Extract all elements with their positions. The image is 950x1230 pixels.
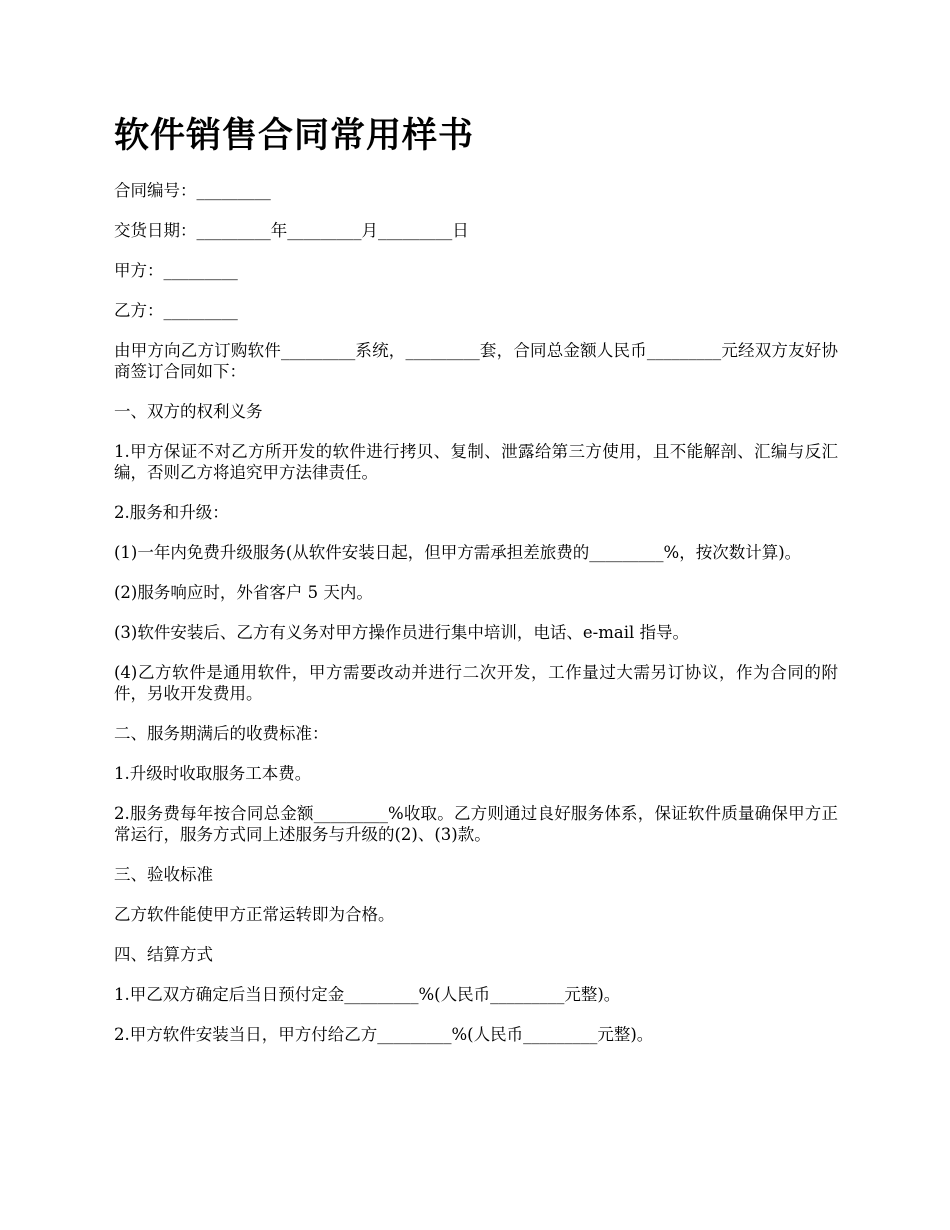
document-title: 软件销售合同常用样书 <box>114 116 475 156</box>
clause-deposit: 1.甲乙双方确定后当日预付定金_________%(人民币_________元整)。 <box>114 985 621 1004</box>
clause-confidentiality: 1.甲方保证不对乙方所开发的软件进行拷贝、复制、泄露给第三方使用，且不能解剖、汇编与反汇编，否则乙方将追究甲方法律责任。 <box>114 442 838 482</box>
clause-annual-service-fee: 2.服务费每年按合同总金额_________%收取。乙方则通过良好服务体系，保证软件质量确保甲方正常运行，服务方式同上述服务与升级的(2)、(3)款。 <box>114 804 838 844</box>
clause-installation-payment: 2.甲方软件安装当日，甲方付给乙方_________%(人民币_________元整)。 <box>114 1025 654 1044</box>
clause-upgrade-fee: 1.升级时收取服务工本费。 <box>114 764 312 783</box>
delivery-date: 交货日期：_________年_________月_________日 <box>114 221 469 240</box>
clause-free-upgrade: (1)一年内免费升级服务(从软件安装日起，但甲方需承担差旅费的_________%，按次数计算)。 <box>114 543 802 562</box>
clause-response-time: (2)服务响应时，外省客户 5 天内。 <box>114 583 373 602</box>
clause-service-upgrade: 2.服务和升级： <box>114 503 229 522</box>
document-page <box>114 110 838 1064</box>
party-a: 甲方：_________ <box>114 261 238 280</box>
clause-training: (3)软件安装后、乙方有义务对甲方操作员进行集中培训，电话、e-mail 指导。 <box>114 623 689 642</box>
clause-custom-development: (4)乙方软件是通用软件，甲方需要改动并进行二次开发，工作量过大需另订协议，作为合同的附件，另收开发费用。 <box>114 663 838 703</box>
section-heading-rights: 一、双方的权利义务 <box>114 402 263 421</box>
section-heading-settlement: 四、结算方式 <box>114 945 213 964</box>
contract-number: 合同编号：_________ <box>114 181 271 200</box>
clause-acceptance: 乙方软件能使甲方正常运转即为合格。 <box>114 905 395 924</box>
contract-preamble: 由甲方向乙方订购软件_________系统，_________套，合同总金额人民币_________元经双方友好协商签订合同如下： <box>114 341 838 381</box>
section-heading-acceptance: 三、验收标准 <box>114 865 213 884</box>
section-heading-fees: 二、服务期满后的收费标准： <box>114 724 329 743</box>
party-b: 乙方：_________ <box>114 301 238 320</box>
